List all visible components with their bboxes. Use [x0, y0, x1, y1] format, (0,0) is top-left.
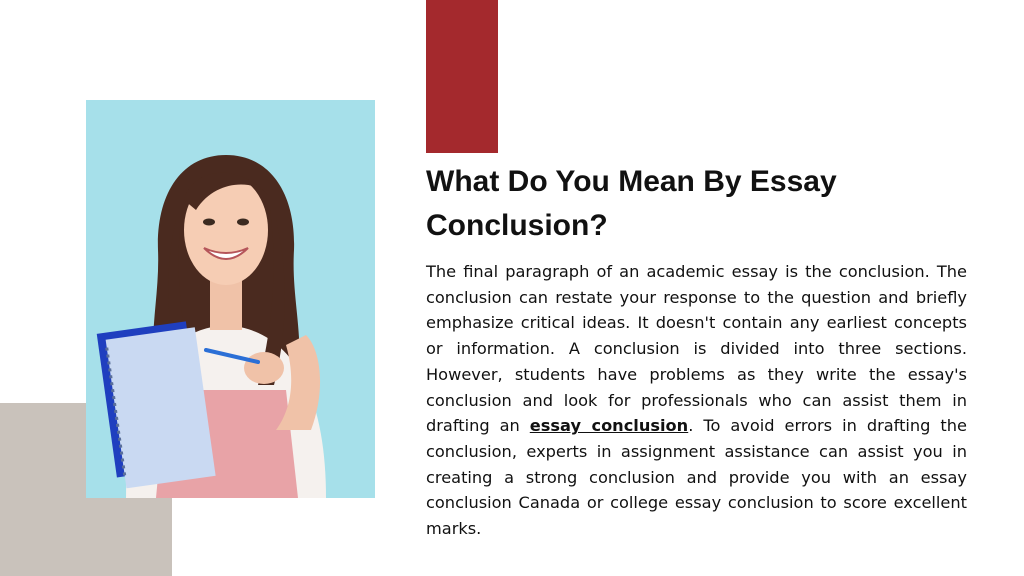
body-paragraph: [426, 259, 967, 542]
student-photo: [86, 100, 375, 498]
essay-conclusion-link[interactable]: essay conclusion: [529, 416, 689, 436]
page-title: What Do You Mean By Essay Conclusion?: [426, 165, 837, 242]
paragraph-text-start: The final paragraph of an academic essay is the conclusion. The conclusion can restate your response to the question and briefly emphasize critical ideas. It doesn't contain any earliest concepts or information. A conclusion is divided into three sections. However, students have problems as they write the essay's conclusion and look for professionals who can assist them in drafting an: [426, 262, 967, 436]
decorative-red-bar: [426, 0, 498, 153]
paragraph-text-end: . To avoid errors in drafting the conclusion, experts in assignment assistance can assist you in creating a strong conclusion and provide you with an essay conclusion Canada or college essay conclusion to score excellent marks.: [426, 416, 967, 539]
